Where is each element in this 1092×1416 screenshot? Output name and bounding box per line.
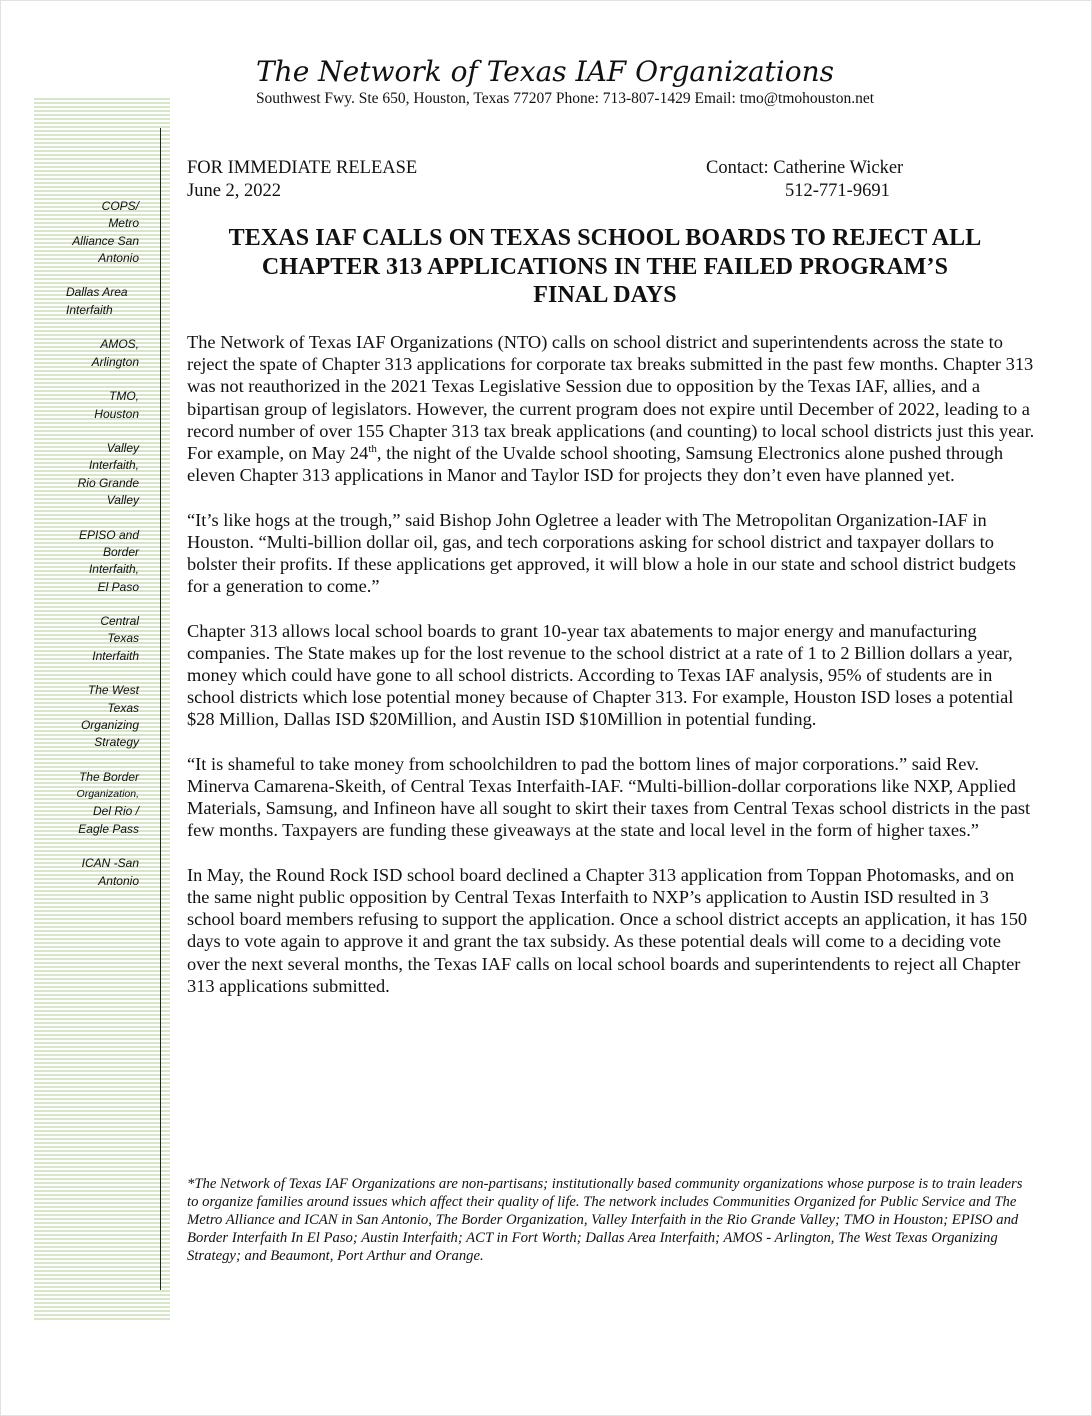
- sidebar-org-central-texas: Central Texas Interfaith: [92, 614, 139, 663]
- sidebar-org-ican: ICAN -San Antonio: [81, 856, 139, 888]
- paragraph-1: The Network of Texas IAF Organizations (NTO) calls on school district and superintendents across the state to reject the spate of Chapter 313 applications for corporate tax breaks submitted in the past few months. Chapter 313 was not reauthorized in the 2021 Texas Legislative Session due to opposition by the Texas IAF, allies, and a bipartisan group of legislators. However, the current program does not expire until December of 2022, leading to a record number of over 155 Chapter 313 tax break applications (and counting) to local school districts just this year. For example, on May 24th, the night of the Uvalde school shooting, Samsung Electronics alone pushed through eleven Chapter 313 applications in Manor and Taylor ISD for projects they don’t even have planned yet.: [187, 332, 1035, 486]
- sidebar-org-border: The Border Organization, Del Rio / Eagle Pass: [76, 769, 139, 836]
- paragraph-4: “It is shameful to take money from schoolchildren to pad the bottom lines of major corporations.” said Rev. Minerva Camarena-Skeith, of Central Texas Interfaith-IAF. “Multi-billion-dollar corporations like NXP, Applied Materials, Samsung, and Infineon have all sought to skirt their taxes from Central Texas school districts in the past few months. Taxpayers are funding these giveaways at the state and local level in the form of higher taxes.”: [187, 753, 1031, 841]
- article-body: [187, 331, 1037, 1019]
- headline-line-2: CHAPTER 313 APPLICATIONS IN THE FAILED PROGRAM’S: [261, 253, 949, 280]
- release-label: FOR IMMEDIATE RELEASE: [187, 158, 418, 178]
- footnote: *The Network of Texas IAF Organizations are non-partisans; institutionally based community organizations whose purpose is to train leaders to organize families around issues which affect their quality of life. The network includes Communities Organized for Public Service and The Metro Alliance and ICAN in San Antonio, The Border Organization, Valley Interfaith in the Rio Grande Valley; TMO in Houston; EPISO and Border Interfaith In El Paso; Austin Interfaith; ACT in Fort Worth; Dallas Area Interfaith; AMOS - Arlington, The West Texas Organizing Strategy; and Beaumont, Port Arthur and Orange.: [187, 1176, 1023, 1264]
- paragraph-5: In May, the Round Rock ISD school board declined a Chapter 313 application from Toppan Photomasks, and on the same night public opposition by Central Texas Interfaith to NXP’s application to Austin ISD resulted in 3 school board members refusing to support the application. Once a school district accepts an application, it has 150 days to vote again to approve it and grant the tax subsidy. As these potential deals will come to a deciding vote over the next several months, the Texas IAF calls on local school boards and superintendents to reject all Chapter 313 applications submitted.: [187, 864, 1028, 996]
- sidebar-org-dallas: Dallas Area Interfaith: [66, 285, 128, 317]
- sidebar-org-amos: AMOS, Arlington: [91, 337, 139, 369]
- sidebar-org-list: [40, 198, 139, 907]
- headline-line-3: FINAL DAYS: [533, 282, 677, 308]
- sidebar-org-tmo: TMO, Houston: [94, 389, 139, 421]
- sidebar-org-valley: Valley Interfaith, Rio Grande Valley: [77, 441, 139, 508]
- sidebar-org-episo: EPISO and Border Interfaith, El Paso: [78, 527, 139, 594]
- letterhead-address: Southwest Fwy. Ste 650, Houston, Texas 77207 Phone: 713-807-1429 Email: tmo@tmohouston.net: [255, 90, 875, 107]
- release-date: June 2, 2022: [187, 180, 282, 201]
- paragraph-3: Chapter 313 allows local school boards to grant 10-year tax abatements to major energy and manufacturing companies. The State makes up for the lost revenue to the school district at a rate of 1 to 2 Billion dollars a year, money which could have gone to all school districts. According to Texas IAF analysis, 95% of students are in school districts which lose potential money because of Chapter 313. For example, Houston ISD loses a potential $28 Million, Dallas ISD $20Million, and Austin ISD $10Million in potential funding.: [187, 620, 1014, 730]
- headline-line-1: TEXAS IAF CALLS ON TEXAS SCHOOL BOARDS TO REJECT ALL: [228, 225, 982, 251]
- paragraph-2: “It’s like hogs at the trough,” said Bishop John Ogletree a leader with The Metropolitan Organization-IAF in Houston. “Multi-billion dollar oil, gas, and tech corporations asking for school district and taxpayer dollars to bolster their profits. If these applications get approved, it will blow a hole in our state and school district budgets for a generation to come.”: [187, 509, 1016, 597]
- sidebar-divider: [160, 128, 161, 1290]
- contact-name: Contact: Catherine Wicker: [706, 158, 904, 178]
- letterhead-title: The Network of Texas IAF Organizations: [256, 55, 834, 88]
- headline: [180, 224, 1030, 310]
- release-info: [187, 157, 417, 202]
- contact-phone: 512-771-9691: [785, 180, 890, 201]
- sidebar-org-west-texas: The West Texas Organizing Strategy: [80, 683, 139, 750]
- sidebar-org-cops: COPS/ Metro Alliance San Antonio: [72, 199, 139, 265]
- contact-info: [706, 157, 903, 202]
